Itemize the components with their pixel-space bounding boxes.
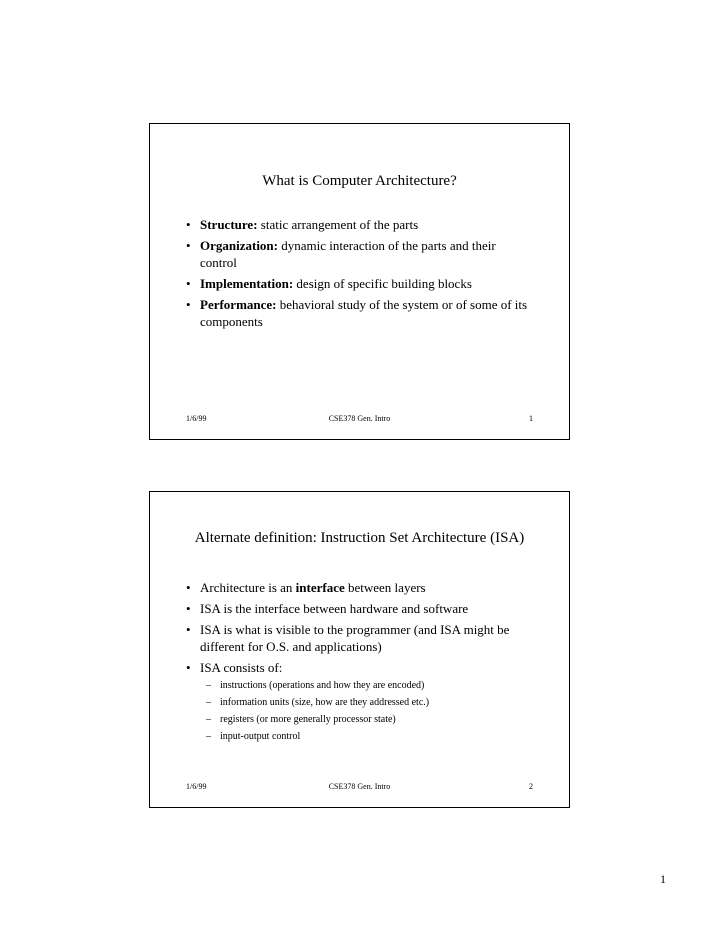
bullet-icon: • (186, 297, 191, 312)
bullet-list (150, 216, 529, 334)
bullet-text: Architecture is an (200, 580, 296, 595)
bullet-icon: • (186, 276, 191, 291)
bullet-term: Performance: (200, 297, 277, 312)
bullet-text: dynamic interaction of the parts and their control (200, 238, 496, 270)
bullet-term: Structure: (200, 217, 258, 232)
sub-list-item (200, 730, 529, 743)
footer-slide-number: 2 (529, 782, 533, 791)
page-number: 1 (660, 872, 666, 886)
bullet-text: ISA is what is visible to the programmer (and ISA might be different for O.S. and applications) (200, 622, 510, 654)
dash-icon: – (206, 680, 211, 691)
bullet-text: ISA is the interface between hardware and software (200, 601, 469, 616)
bullet-term: Organization: (200, 238, 278, 253)
footer-course: CSE378 Gen. Intro (328, 782, 391, 791)
list-item (150, 275, 529, 292)
sub-bullet-text: information units (size, how are they addressed etc.) (220, 697, 430, 708)
sub-bullet-text: input-output control (220, 731, 301, 742)
bullet-text: behavioral study of the system or of some of its components (200, 297, 528, 329)
sub-list-item (200, 696, 529, 709)
bullet-icon: • (186, 622, 191, 637)
sub-bullet-list (200, 679, 529, 743)
footer-date: 1/6/99 (186, 782, 207, 791)
bullet-text: ISA consists of: (200, 660, 283, 675)
bullet-icon: • (186, 217, 191, 232)
bullet-icon: • (186, 238, 191, 253)
footer-slide-number: 1 (529, 414, 533, 423)
slide-title: What is Computer Architecture? (262, 173, 457, 189)
bullet-term: Implementation: (200, 276, 294, 291)
sub-bullet-text: instructions (operations and how they are encoded) (220, 680, 425, 691)
dash-icon: – (206, 697, 211, 708)
list-item (150, 621, 529, 655)
footer-course: CSE378 Gen. Intro (328, 414, 391, 423)
bullet-text: design of specific building blocks (293, 276, 472, 291)
bullet-list (150, 579, 529, 747)
bullet-icon: • (186, 660, 191, 675)
list-item (150, 296, 529, 330)
dash-icon: – (206, 731, 211, 742)
bullet-icon: • (186, 601, 191, 616)
list-item (150, 579, 529, 596)
sub-list-item (200, 713, 529, 726)
bullet-icon: • (186, 580, 191, 595)
list-item (150, 659, 529, 743)
slide-2 (149, 491, 570, 808)
footer-date: 1/6/99 (186, 414, 207, 423)
bullet-term: interface (295, 580, 345, 595)
sub-bullet-text: registers (or more generally processor state) (220, 714, 396, 725)
list-item (150, 237, 529, 271)
slide-title: Alternate definition: Instruction Set Architecture (ISA) (194, 530, 525, 546)
slide-1 (149, 123, 570, 440)
list-item (150, 216, 529, 233)
list-item (150, 600, 529, 617)
bullet-text: between layers (344, 580, 426, 595)
bullet-text: static arrangement of the parts (257, 217, 419, 232)
sub-list-item (200, 679, 529, 692)
dash-icon: – (206, 714, 211, 725)
